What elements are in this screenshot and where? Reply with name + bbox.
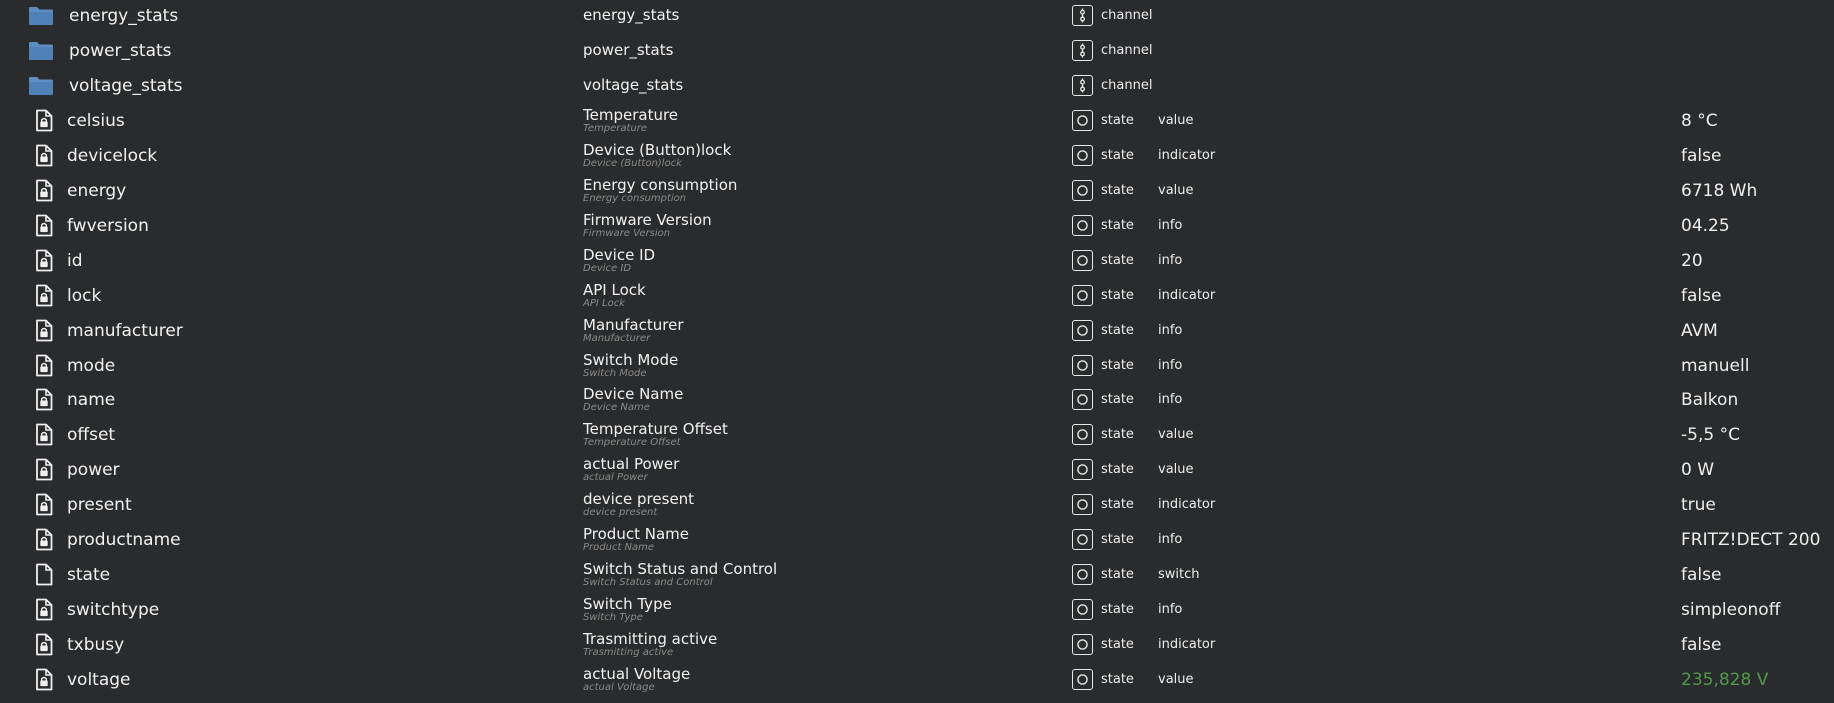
folder-icon (28, 75, 54, 100)
tree-row-state[interactable] (0, 663, 1834, 698)
object-id: name (67, 390, 116, 411)
object-id: power (67, 460, 120, 481)
tree-row-state[interactable] (0, 104, 1834, 139)
file-icon (35, 563, 53, 590)
object-name: actual Power (583, 455, 680, 474)
object-type: state (1101, 252, 1134, 268)
tree-row-state[interactable] (0, 279, 1834, 314)
object-name: Manufacturer (583, 315, 684, 334)
folder-icon (28, 40, 54, 65)
object-role: info (1158, 357, 1183, 373)
tree-row-channel[interactable] (0, 69, 1834, 104)
object-name-cell (583, 106, 678, 135)
object-id: energy_stats (69, 6, 179, 26)
object-name-cell (583, 281, 646, 310)
object-type: state (1101, 392, 1134, 408)
object-id: energy (67, 180, 127, 201)
object-id: lock (67, 285, 102, 306)
state-value[interactable]: manuell (1681, 355, 1750, 376)
object-name-cell (583, 455, 679, 484)
state-value[interactable]: false (1681, 145, 1722, 166)
object-name-cell (583, 6, 679, 24)
state-value[interactable]: 8 °C (1681, 110, 1718, 131)
object-name: Temperature (583, 105, 679, 124)
tree-row-state[interactable] (0, 209, 1834, 244)
state-value[interactable]: simpleonoff (1681, 600, 1781, 621)
object-name-cell (583, 316, 684, 345)
object-type: channel (1101, 77, 1153, 93)
state-value[interactable]: 6718 Wh (1681, 180, 1758, 201)
tree-row-state[interactable] (0, 453, 1834, 488)
tree-row-state[interactable] (0, 139, 1834, 174)
object-role: info (1158, 252, 1183, 268)
object-id: devicelock (67, 145, 158, 166)
locked-file-icon (35, 249, 53, 276)
object-role: info (1158, 322, 1183, 338)
object-type: channel (1101, 42, 1153, 58)
state-value[interactable]: -5,5 °C (1681, 425, 1740, 446)
object-name: Device (Button)lock (583, 140, 732, 159)
state-type-icon (1072, 145, 1093, 166)
locked-file-icon (35, 633, 53, 660)
locked-file-icon (35, 528, 53, 555)
object-name: Product Name (583, 525, 689, 544)
object-role: value (1158, 427, 1194, 443)
state-value[interactable]: false (1681, 635, 1722, 656)
state-type-icon (1072, 180, 1093, 201)
channel-type-icon (1072, 40, 1093, 61)
state-type-icon (1072, 320, 1093, 341)
tree-row-state[interactable] (0, 244, 1834, 279)
object-type: state (1101, 672, 1134, 688)
object-name: Trasmitting active (583, 630, 718, 649)
channel-type-icon (1072, 5, 1093, 26)
object-type: state (1101, 497, 1134, 513)
tree-row-state[interactable] (0, 349, 1834, 384)
object-name: Switch Mode (583, 350, 679, 369)
object-role: indicator (1158, 637, 1216, 653)
locked-file-icon (35, 144, 53, 171)
object-name-cell (583, 630, 717, 659)
locked-file-icon (35, 319, 53, 346)
state-type-icon (1072, 250, 1093, 271)
object-name: actual Voltage (583, 665, 691, 684)
object-name-subtitle: Device Name (583, 402, 650, 414)
state-value[interactable]: FRITZ!DECT 200 (1681, 530, 1821, 551)
object-name-cell (583, 420, 728, 449)
object-role: value (1158, 112, 1194, 128)
object-name: Device Name (583, 385, 684, 404)
state-value[interactable]: 0 W (1681, 460, 1715, 481)
object-id: txbusy (67, 635, 125, 656)
object-type: state (1101, 532, 1134, 548)
locked-file-icon (35, 423, 53, 450)
object-name: Energy consumption (583, 175, 738, 194)
object-type: state (1101, 462, 1134, 478)
object-name-cell (583, 76, 683, 94)
object-name: device present (583, 490, 695, 509)
object-name-cell (583, 41, 673, 59)
tree-row-state[interactable] (0, 314, 1834, 349)
locked-file-icon (35, 109, 53, 136)
locked-file-icon (35, 214, 53, 241)
object-name-subtitle: Temperature (583, 122, 648, 134)
object-id: offset (67, 425, 116, 446)
object-name-cell (583, 246, 655, 275)
object-name-subtitle: Product Name (583, 542, 655, 554)
object-name-cell (583, 141, 731, 170)
object-name: energy_stats (583, 6, 680, 24)
state-type-icon (1072, 389, 1093, 410)
object-type: state (1101, 217, 1134, 233)
object-name-subtitle: Trasmitting active (583, 647, 674, 659)
folder-icon (28, 5, 54, 30)
tree-row-state[interactable] (0, 593, 1834, 628)
tree-row-state[interactable] (0, 558, 1834, 593)
object-name-subtitle: actual Power (583, 472, 648, 484)
state-value[interactable]: Balkon (1681, 390, 1739, 411)
object-id: manufacturer (67, 320, 183, 341)
tree-row-channel[interactable] (0, 0, 1834, 34)
object-name-cell (583, 211, 712, 240)
object-name: Firmware Version (583, 210, 712, 229)
tree-row-state[interactable] (0, 174, 1834, 209)
object-role: info (1158, 392, 1183, 408)
object-id: celsius (67, 110, 125, 131)
tree-row-state[interactable] (0, 418, 1834, 453)
object-name-subtitle: Device (Button)lock (583, 157, 682, 169)
state-type-icon (1072, 110, 1093, 131)
object-id: mode (67, 355, 116, 376)
object-role: info (1158, 532, 1183, 548)
object-name-subtitle: Temperature Offset (583, 437, 681, 449)
object-type: state (1101, 602, 1134, 618)
object-type: state (1101, 182, 1134, 198)
object-name: API Lock (583, 280, 646, 299)
object-name: Switch Status and Control (583, 560, 778, 579)
locked-file-icon (35, 388, 53, 415)
object-name-subtitle: actual Voltage (583, 682, 655, 694)
object-id: voltage (67, 670, 131, 691)
object-id: power_stats (69, 40, 172, 61)
object-id: voltage_stats (69, 75, 183, 96)
tree-row-channel[interactable] (0, 34, 1834, 69)
locked-file-icon (35, 493, 53, 520)
state-value[interactable]: 235,828 V (1681, 670, 1769, 691)
locked-file-icon (35, 354, 53, 381)
object-name: Switch Type (583, 595, 672, 614)
object-role: value (1158, 182, 1194, 198)
state-type-icon (1072, 634, 1093, 655)
object-name-subtitle: Manufacturer (583, 332, 651, 344)
state-type-icon (1072, 529, 1093, 550)
object-id: state (67, 565, 111, 586)
state-value[interactable]: false (1681, 285, 1722, 306)
object-name-subtitle: Energy consumption (583, 192, 687, 204)
object-role: info (1158, 217, 1183, 233)
object-type: state (1101, 287, 1134, 303)
object-name-subtitle: API Lock (583, 297, 625, 309)
state-type-icon (1072, 494, 1093, 515)
object-name-subtitle: Device ID (583, 262, 632, 274)
object-role: info (1158, 602, 1183, 618)
object-name-cell (583, 490, 694, 519)
object-type: state (1101, 357, 1134, 373)
locked-file-icon (35, 179, 53, 206)
object-role: indicator (1158, 287, 1216, 303)
object-type: state (1101, 567, 1134, 583)
object-name-subtitle: Switch Mode (583, 367, 647, 379)
object-name-subtitle: Switch Type (583, 612, 643, 624)
state-type-icon (1072, 355, 1093, 376)
state-value[interactable]: 20 (1681, 250, 1703, 271)
object-role: indicator (1158, 147, 1216, 163)
object-name-cell (583, 560, 777, 589)
state-type-icon (1072, 215, 1093, 236)
object-id: id (67, 250, 83, 271)
object-name-subtitle: Switch Status and Control (583, 577, 713, 589)
object-name: Device ID (583, 245, 656, 264)
state-value[interactable]: AVM (1681, 320, 1718, 341)
object-type: state (1101, 322, 1134, 338)
tree-row-state[interactable] (0, 523, 1834, 558)
tree-row-state[interactable] (0, 488, 1834, 523)
object-name-cell (583, 176, 737, 205)
object-name-cell (583, 595, 672, 624)
locked-file-icon (35, 598, 53, 625)
object-name: Temperature Offset (583, 420, 728, 439)
object-name-cell (583, 525, 689, 554)
state-type-icon (1072, 285, 1093, 306)
object-id: productname (67, 530, 181, 551)
object-role: switch (1158, 567, 1200, 583)
object-type: channel (1101, 8, 1153, 23)
object-id: switchtype (67, 600, 160, 621)
state-type-icon (1072, 564, 1093, 585)
object-role: indicator (1158, 497, 1216, 513)
object-name: voltage_stats (583, 75, 684, 94)
state-type-icon (1072, 669, 1093, 690)
object-type: state (1101, 427, 1134, 443)
object-id: present (67, 495, 132, 516)
object-name: power_stats (583, 40, 674, 59)
tree-row-state[interactable] (0, 383, 1834, 418)
object-role: value (1158, 672, 1194, 688)
object-name-subtitle: Firmware Version (583, 227, 671, 239)
state-value[interactable]: true (1681, 495, 1716, 516)
object-type: state (1101, 112, 1134, 128)
state-type-icon (1072, 459, 1093, 480)
object-name-cell (583, 351, 678, 380)
state-value[interactable]: false (1681, 565, 1722, 586)
object-id: fwversion (67, 215, 149, 236)
object-type: state (1101, 637, 1134, 653)
object-type: state (1101, 147, 1134, 163)
object-name-cell (583, 385, 683, 414)
state-type-icon (1072, 599, 1093, 620)
channel-type-icon (1072, 75, 1093, 96)
locked-file-icon (35, 284, 53, 311)
state-type-icon (1072, 424, 1093, 445)
object-name-cell (583, 665, 690, 694)
object-name-subtitle: device present (583, 507, 658, 519)
locked-file-icon (35, 458, 53, 485)
locked-file-icon (35, 668, 53, 695)
tree-row-state[interactable] (0, 628, 1834, 663)
state-value[interactable]: 04.25 (1681, 215, 1730, 236)
object-role: value (1158, 462, 1194, 478)
